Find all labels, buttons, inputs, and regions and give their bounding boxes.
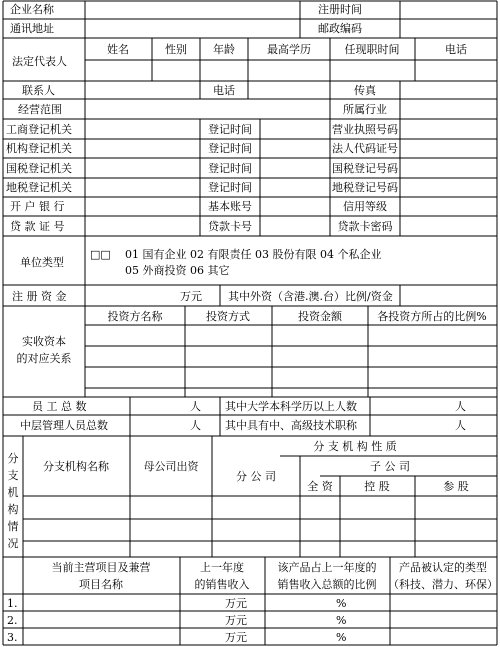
label-reg-org-3: 国税登记机关 (6, 162, 72, 175)
header-branch-name: 分支机构名称 (43, 460, 109, 473)
sales-line2: 的销售收入 (194, 578, 250, 591)
unit-type-checkboxes[interactable]: □□ (90, 248, 111, 261)
label-middle-managers: 中层管理人员总数 (20, 419, 108, 432)
capital-unit: 万元 (180, 290, 202, 303)
label-reg-org-4: 地税登记机关 (6, 181, 72, 194)
main-project-line1: 当前主营项目及兼营 (51, 561, 151, 574)
label-foreign-capital-ratio: 其中外资（含港.澳.台）比例/资金 (228, 290, 393, 303)
label-contact: 联系人 (22, 84, 55, 97)
label-reg-time-2: 登记时间 (208, 142, 252, 155)
label-reg-number-1: 营业执照号码 (332, 123, 398, 136)
label-senior-title-count: 其中具有中、高级技术职称 (225, 419, 357, 432)
product-row-1-unit: 万元 (225, 597, 247, 610)
label-address: 通讯地址 (10, 22, 54, 35)
label-reg-number-2: 法人代码证号 (332, 142, 398, 155)
label-credit-grade: 信用等级 (343, 200, 387, 213)
label-legal-rep: 法定代表人 (12, 55, 67, 68)
header-holding: 控 股 (364, 480, 390, 493)
staff-unit-2: 人 (455, 400, 466, 413)
label-reg-org-2: 机构登记机关 (6, 142, 72, 155)
label-postcode: 邮政编码 (318, 22, 362, 35)
header-investor-name: 投资方名称 (107, 310, 163, 323)
header-equity-participation: 参 股 (443, 480, 469, 493)
staff-unit-3: 人 (190, 419, 201, 432)
label-reg-time: 注册时间 (318, 3, 362, 16)
header-parent-investment: 母公司出资 (143, 460, 199, 473)
product-row-1-number: 1. (7, 597, 18, 610)
header-gender: 性别 (165, 43, 187, 56)
product-row-2-unit: 万元 (225, 614, 247, 627)
label-bachelor-count: 其中大学本科学历以上人数 (225, 400, 357, 413)
label-industry: 所属行业 (343, 103, 387, 116)
header-last-year-sales (195, 559, 250, 593)
header-invest-ratio: 各投资方所占的比例% (377, 310, 487, 323)
label-basic-account: 基本账号 (208, 200, 252, 213)
label-contact-phone: 电话 (213, 84, 235, 97)
label-reg-number-3: 国税登记号码 (332, 162, 398, 175)
paid-capital-line1: 实收资本 (22, 335, 66, 348)
product-row-1-pct: % (336, 597, 347, 610)
label-loan-card-no: 贷款卡号 (208, 220, 252, 233)
unit-type-options-line2: 05 外商投资 06 其它 (125, 264, 230, 277)
label-registered-capital: 注 册 资 金 (12, 290, 67, 303)
label-reg-time-1: 登记时间 (208, 123, 252, 136)
label-paid-capital (17, 333, 72, 367)
label-total-staff: 员 工 总 数 (32, 400, 87, 413)
staff-unit-1: 人 (190, 400, 201, 413)
header-main-project (52, 559, 151, 593)
header-education: 最高学历 (267, 43, 311, 56)
label-fax: 传真 (354, 84, 376, 97)
header-wholly-owned: 全 资 (307, 480, 333, 493)
label-reg-number-4: 地税登记号码 (332, 181, 398, 194)
label-scope: 经营范围 (18, 103, 62, 116)
product-row-3-pct: % (336, 631, 347, 644)
header-phone: 电话 (445, 43, 467, 56)
type-line2: （科技、潜力、环保） (388, 578, 498, 591)
product-row-2-pct: % (336, 614, 347, 627)
label-company-name: 企业名称 (10, 3, 54, 16)
label-bank: 开 户 银 行 (10, 200, 65, 213)
header-product-type (388, 559, 498, 593)
header-age: 年龄 (213, 43, 235, 56)
unit-type-options-line1: 01 国有企业 02 有限责任 03 股份有限 04 个私企业 (125, 248, 382, 261)
sales-line1: 上一年度 (200, 561, 244, 574)
product-row-2-number: 2. (7, 614, 18, 627)
header-subsidiary: 子 公 司 (370, 460, 410, 473)
label-branch-situation: 分支机构情况 (7, 452, 19, 550)
product-row-3-number: 3. (7, 631, 18, 644)
share-line2: 销售收入总额的比例 (277, 578, 377, 591)
label-reg-time-3: 登记时间 (208, 162, 252, 175)
staff-unit-4: 人 (455, 419, 466, 432)
label-loan-card-password: 贷款卡密码 (337, 220, 393, 233)
label-reg-org-1: 工商登记机关 (6, 123, 72, 136)
header-branch-company: 分 公 司 (236, 470, 276, 483)
header-branch-nature: 分 支 机 构 性 质 (313, 440, 397, 453)
product-row-3-unit: 万元 (225, 631, 247, 644)
header-invest-amount: 投资金额 (298, 310, 342, 323)
header-sales-share (278, 559, 377, 593)
main-project-line2: 项目名称 (79, 578, 123, 591)
header-name: 姓名 (107, 43, 129, 56)
header-invest-method: 投资方式 (206, 310, 250, 323)
type-line1: 产品被认定的类型 (399, 561, 487, 574)
share-line1: 该产品占上一年度的 (277, 561, 377, 574)
label-loan-cert: 贷 款 证 号 (10, 220, 65, 233)
label-reg-time-4: 登记时间 (208, 181, 252, 194)
paid-capital-line2: 的对应关系 (16, 352, 72, 365)
header-appoint-time: 任现职时间 (344, 43, 400, 56)
label-unit-type: 单位类型 (20, 256, 64, 269)
